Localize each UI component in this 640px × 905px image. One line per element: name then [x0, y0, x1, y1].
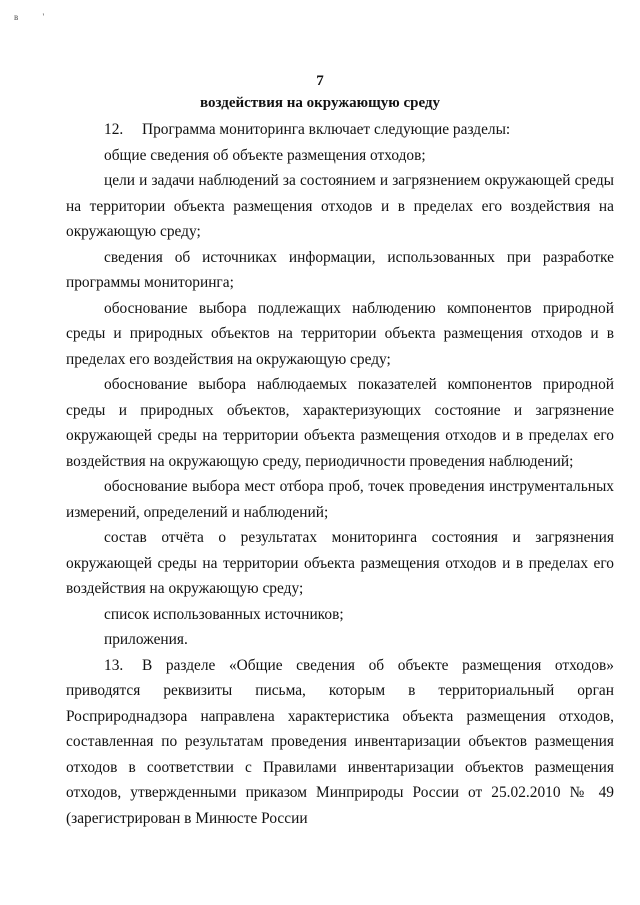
item-number: 13. [104, 656, 124, 674]
section-heading: воздействия на окружающую среду [199, 95, 441, 111]
scan-mark: в [14, 12, 19, 22]
paragraph: состав отчёта о результатах мониторинга состояния и загрязнения окружающей среды на территории объекта размещения отходов и в пределах его воздействия на окружающую среду; [66, 529, 614, 597]
paragraph: цели и задачи наблюдений за состоянием и загрязнением окружающей среды на территории объекта размещения отходов и в пределах его воздействия на окружающую среду; [66, 172, 614, 240]
paragraph: обоснование выбора подлежащих наблюдению компонентов природной среды и природных объектов на территории объекта размещения отходов и в пределах его воздействия на окружающую среду; [66, 299, 614, 368]
paragraph: общие сведения об объекте размещения отходов; [104, 146, 426, 164]
page-number: 7 [316, 73, 324, 89]
paragraph: обоснование выбора наблюдаемых показателей компонентов природной среды и природных объектов, характеризующих состояние и загрязнение окружающей среды на территории объекта размещения отходов и в пределах его воздействия на окружающую среду, периодичности проведения наблюдений; [66, 376, 614, 470]
scan-marks [14, 12, 66, 22]
paragraph [66, 653, 614, 832]
paragraph: сведения об источниках информации, использованных при разработке программы мониторинга; [66, 248, 614, 291]
paragraph-text: Программа мониторинга включает следующие разделы: [142, 121, 511, 138]
paragraph [66, 117, 614, 143]
scan-mark: ' [42, 12, 45, 22]
item-number: 12. [104, 121, 124, 138]
paragraph: список использованных источников; [104, 605, 344, 623]
document-body [66, 117, 614, 831]
paragraph: обоснование выбора мест отбора проб, точек проведения инструментальных измерений, определений и наблюдений; [66, 478, 614, 521]
paragraph-text: В разделе «Общие сведения об объекте размещения отходов» приводятся реквизиты письма, которым в территориальный орган Росприроднадзора направлена характеристика объекта размещения отходов, составленная по результатам проведения инвентаризации объектов размещения отходов в соответствии с Правилами инвентаризации объектов размещения отходов, утвержденными приказом Минприроды России от 25.02.2010 № 49 (зарегистрирован в Минюсте России [66, 656, 614, 827]
paragraph: приложения. [104, 631, 188, 648]
